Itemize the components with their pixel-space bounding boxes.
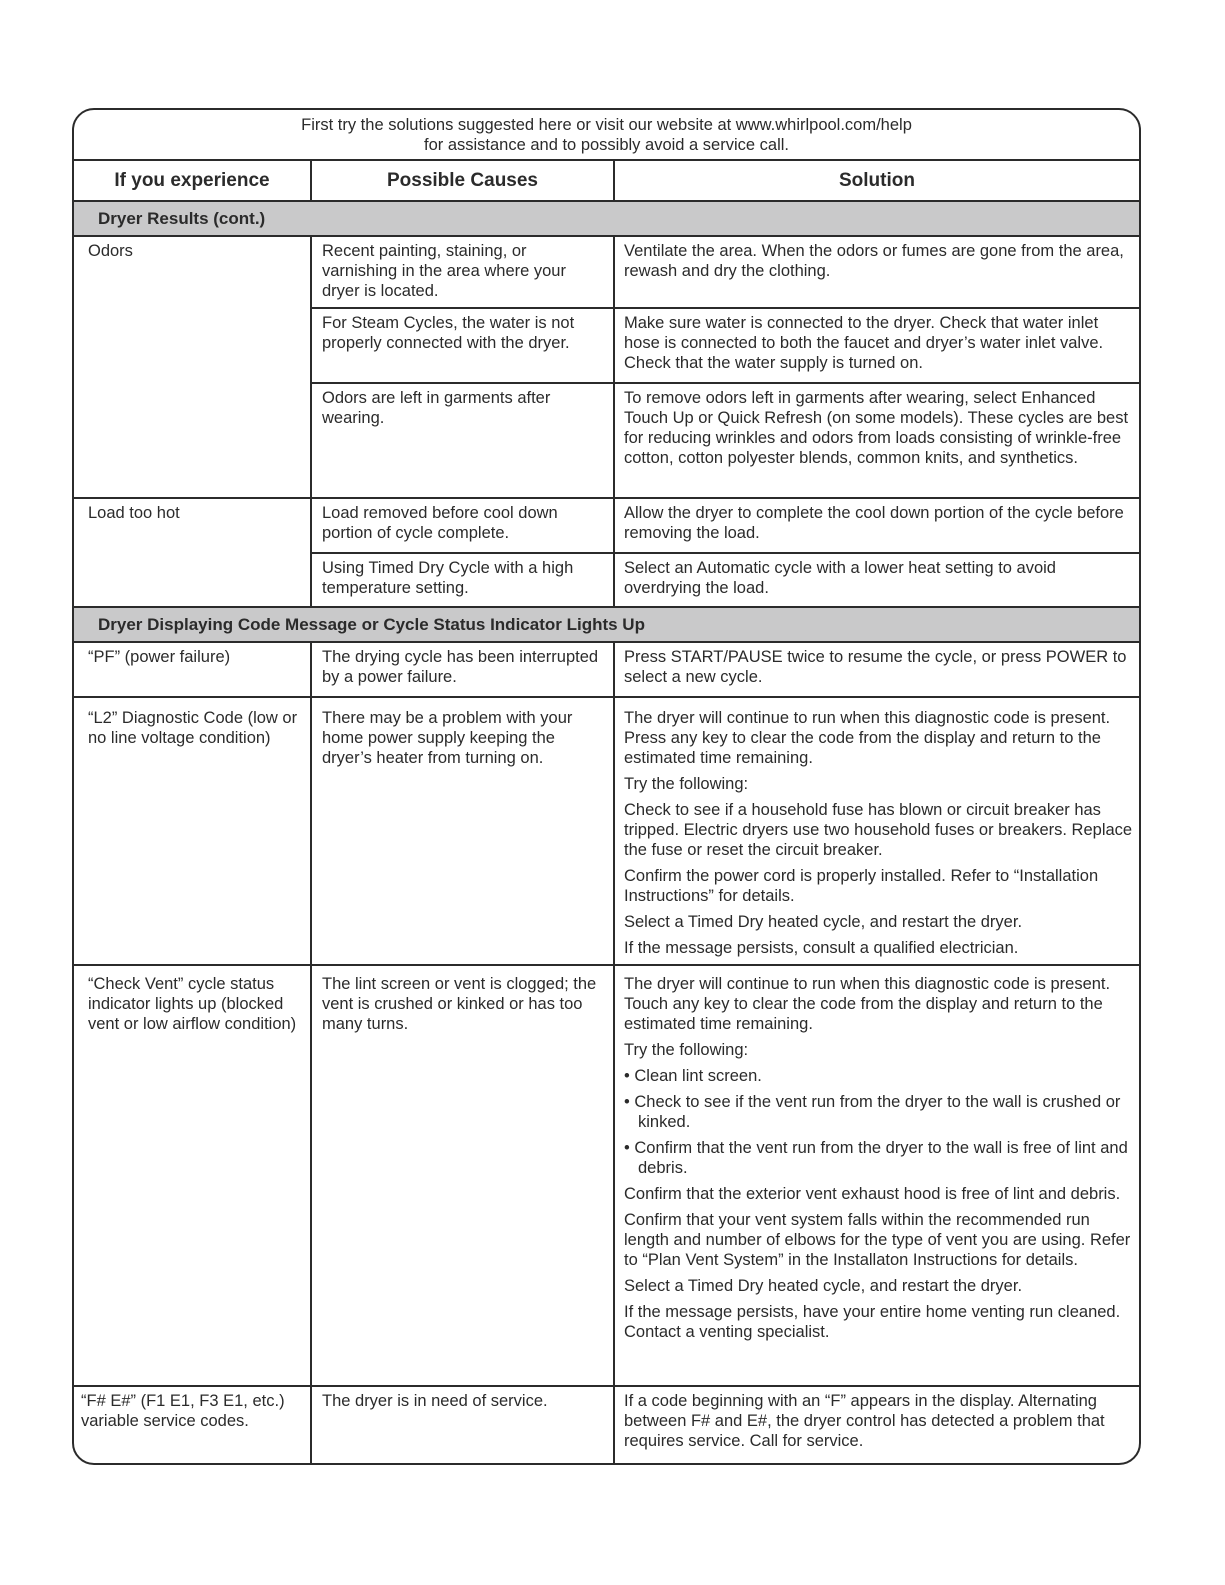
solution-paragraph: If the message persists, consult a qualified electrician. [624, 939, 1019, 957]
solution-cell: Ventilate the area. When the odors or fumes are gone from the area, rewash and dry the clothing. [624, 242, 1124, 280]
solution-paragraph: If the message persists, have your entire home venting run cleaned. Contact a venting specialist. [624, 1303, 1121, 1341]
header-causes: Possible Causes [311, 161, 614, 201]
section-code-messages: Dryer Displaying Code Message or Cycle Status Indicator Lights Up [74, 607, 1139, 642]
cause-cell: For Steam Cycles, the water is not properly connected with the dryer. [311, 308, 614, 383]
solution-cell: Press START/PAUSE twice to resume the cycle, or press POWER to select a new cycle. [624, 648, 1127, 686]
solution-cell: If a code beginning with an “F” appears in the display. Alternating between F# and E#, the dryer control has detected a problem that requires service. Call for service. [614, 1386, 1139, 1465]
cause-cell: Recent painting, staining, or varnishing in the area where your dryer is located. [311, 236, 614, 308]
cause-cell: Odors are left in garments after wearing. [311, 383, 614, 498]
cause-cell: Load removed before cool down portion of cycle complete. [311, 498, 614, 553]
solution-bullet: • Confirm that the vent run from the dryer to the wall is free of lint and debris. [624, 1139, 1128, 1177]
cause-cell: The dryer is in need of service. [311, 1386, 614, 1465]
troubleshooting-table [74, 161, 1139, 1465]
header-experience: If you experience [74, 161, 311, 201]
problem-cell: Load too hot [74, 498, 311, 607]
solution-paragraph: Confirm that your vent system falls within the recommended run length and number of elbows for the type of vent you are using. Refer to “Plan Vent System” in the Installaton Instructions for details. [624, 1211, 1131, 1269]
solution-paragraph: Confirm the power cord is properly installed. Refer to “Installation Instructions” for details. [624, 867, 1099, 905]
solution-bullet: • Check to see if the vent run from the dryer to the wall is crushed or kinked. [624, 1093, 1121, 1131]
solution-cell [614, 697, 1139, 965]
problem-cell: “Check Vent” cycle status indicator lights up (blocked vent or low airflow condition) [74, 965, 311, 1386]
intro-line-2: for assistance and to possibly avoid a service call. [423, 135, 789, 154]
header-solution: Solution [839, 169, 915, 191]
problem-cell: “PF” (power failure) [74, 642, 311, 697]
section-row [74, 607, 1139, 642]
table-row [74, 1386, 1139, 1465]
cause-cell: There may be a problem with your home power supply keeping the dryer’s heater from turning on. [311, 697, 614, 965]
solution-paragraph: The dryer will continue to run when this diagnostic code is present. Press any key to clear the code from the display and return to the estimated time remaining. [624, 709, 1111, 767]
table-row [74, 697, 1139, 965]
solution-cell [614, 965, 1139, 1386]
problem-cell: “L2” Diagnostic Code (low or no line voltage condition) [74, 697, 311, 965]
solution-paragraph: Confirm that the exterior vent exhaust hood is free of lint and debris. [624, 1185, 1121, 1203]
intro-note [74, 110, 1139, 161]
solution-paragraph: Select a Timed Dry heated cycle, and restart the dryer. [624, 1277, 1023, 1295]
troubleshooting-table-frame [72, 108, 1141, 1465]
solution-bullet: • Clean lint screen. [624, 1067, 762, 1085]
intro-line-1: First try the solutions suggested here or visit our website at www.whirlpool.com/help [301, 116, 912, 134]
problem-cell: “F# E#” (F1 E1, F3 E1, etc.) variable service codes. [74, 1386, 311, 1465]
section-dryer-results: Dryer Results (cont.) [74, 201, 1139, 236]
cause-cell: Using Timed Dry Cycle with a high temperature setting. [311, 553, 614, 607]
solution-paragraph: Check to see if a household fuse has blown or circuit breaker has tripped. Electric dryers use two household fuses or breakers. Replace the fuse or reset the circuit breaker. [624, 801, 1133, 859]
table-row [74, 236, 1139, 308]
solution-paragraph: Try the following: [624, 1041, 749, 1059]
solution-cell: To remove odors left in garments after wearing, select Enhanced Touch Up or Quick Refresh (on some models). These cycles are best for reducing wrinkles and odors from loads consisting of wrinkle-free cotton, cotton polyester blends, common knits, and synthetics. [614, 383, 1139, 498]
table-row [74, 498, 1139, 553]
solution-cell: Make sure water is connected to the dryer. Check that water inlet hose is connected to both the faucet and dryer’s water inlet valve. Check that the water supply is turned on. [614, 308, 1139, 383]
solution-paragraph: Try the following: [624, 775, 749, 793]
solution-paragraph: Select a Timed Dry heated cycle, and restart the dryer. [624, 913, 1023, 931]
solution-cell: Select an Automatic cycle with a lower heat setting to avoid overdrying the load. [614, 553, 1139, 607]
solution-paragraph: The dryer will continue to run when this diagnostic code is present. Touch any key to clear the code from the display and return to the estimated time remaining. [624, 975, 1111, 1033]
section-row [74, 201, 1139, 236]
solution-cell: Allow the dryer to complete the cool down portion of the cycle before removing the load. [614, 498, 1139, 553]
problem-cell: Odors [74, 236, 311, 498]
cause-cell: The lint screen or vent is clogged; the vent is crushed or kinked or has too many turns. [311, 965, 614, 1386]
table-row [74, 965, 1139, 1386]
header-row [74, 161, 1139, 201]
cause-cell: The drying cycle has been interrupted by a power failure. [311, 642, 614, 697]
table-row [74, 642, 1139, 697]
